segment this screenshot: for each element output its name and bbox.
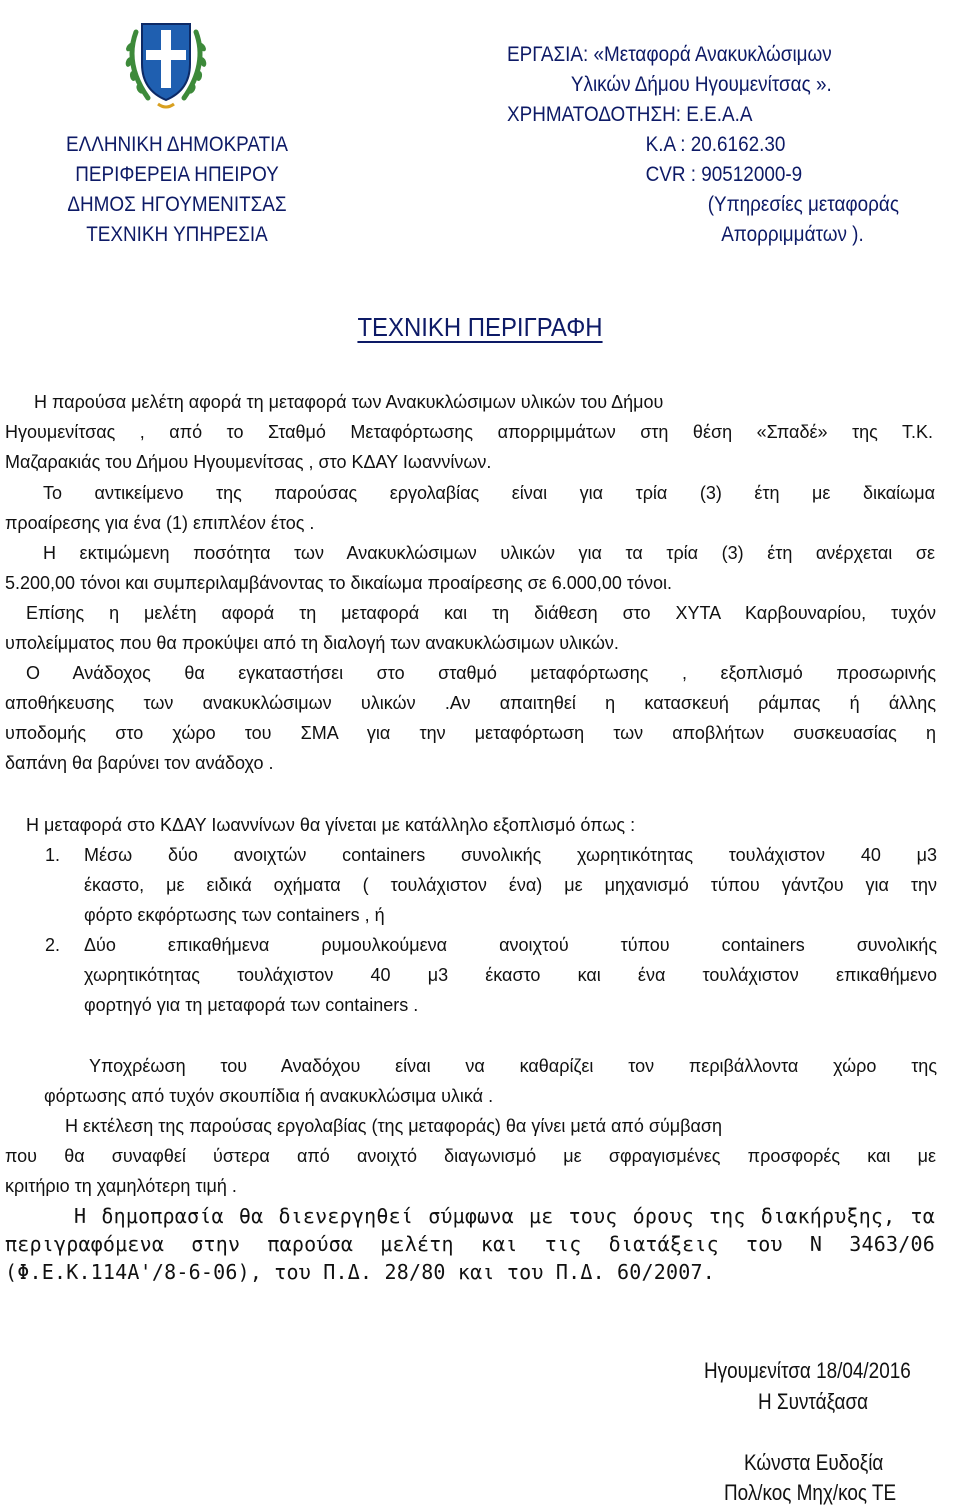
list-item-line: φόρτο εκφόρτωσης των containers , ή bbox=[84, 905, 385, 925]
list-number: 2. bbox=[45, 935, 61, 955]
signatory-name: Κώνστα Ευδοξία bbox=[744, 1450, 884, 1475]
project-line: CVR : 90512000-9 bbox=[645, 163, 803, 186]
project-line: ΧΡΗΜΑΤΟΔΟΤΗΣΗ: Ε.Ε.Α.Α bbox=[507, 103, 753, 126]
paragraph-line: Μαζαρακιάς του Δήμου Ηγουμενίτσας , στο ΚΔΑΥ Ιωαννίνων. bbox=[5, 452, 492, 472]
paragraph-line: κριτήριο τη χαμηλότερη τιμή . bbox=[5, 1176, 237, 1196]
paragraph-line: περιγραφόμενα στην παρούσα μελέτη και τις διατάξεις του Ν 3463/06 bbox=[5, 1232, 935, 1256]
organization-block bbox=[42, 130, 312, 250]
paragraph-line: Η εκτιμώμενη ποσότητα των Ανακυκλώσιμων υλικών για τα τρία (3) έτη ανέρχεται σε bbox=[43, 543, 935, 563]
paragraph-line: υπολείμματος που θα προκύψει από τη διαλογή των ανακυκλώσιμων υλικών. bbox=[5, 633, 619, 653]
project-line: Κ.Α : 20.6162.30 bbox=[645, 133, 786, 156]
project-line: Απορριμμάτων ). bbox=[721, 223, 864, 246]
project-line: Υλικών Δήμου Ηγουμενίτσας ». bbox=[570, 73, 832, 96]
org-line: ΔΗΜΟΣ ΗΓΟΥΜΕΝΙΤΣΑΣ bbox=[67, 193, 287, 216]
list-number: 1. bbox=[45, 845, 61, 865]
page-title: ΤΕΧΝΙΚΗ ΠΕΡΙΓΡΑΦΗ bbox=[357, 312, 603, 342]
list-item-line: έκαστο, με ειδικά οχήματα ( τουλάχιστον ένα) με μηχανισμό τύπου γάντζου για την bbox=[84, 875, 937, 895]
list-item-line: χωρητικότητας τουλάχιστον 40 μ3 έκαστο και ένα τουλάχιστον επικαθήμενο bbox=[84, 965, 937, 985]
list-item-line: Δύο επικαθήμενα ρυμουλκούμενα ανοιχτού τύπου containers συνολικής bbox=[84, 935, 937, 955]
paragraph-line: Η μεταφορά στο ΚΔΑΥ Ιωαννίνων θα γίνεται με κατάλληλο εξοπλισμό όπως : bbox=[26, 815, 636, 835]
paragraph-line: (Φ.Ε.Κ.114Α'/8-6-06), του Π.Δ. 28/80 και του Π.Δ. 60/2007. bbox=[5, 1260, 715, 1284]
paragraph-line: Υποχρέωση του Αναδόχου είναι να καθαρίζει τον περιβάλλοντα χώρο της bbox=[89, 1056, 937, 1076]
paragraph-line: προαίρεσης για ένα (1) επιπλέον έτος . bbox=[5, 513, 315, 533]
paragraph-line: Το αντικείμενο της παρούσας εργολαβίας είναι για τρία (3) έτη με δικαίωμα bbox=[43, 483, 935, 503]
paragraph-line: Η παρούσα μελέτη αφορά τη μεταφορά των Ανακυκλώσιμων υλικών του Δήμου bbox=[34, 392, 664, 412]
paragraph-line: Η εκτέλεση της παρούσας εργολαβίας (της μεταφοράς) θα γίνει μετά από σύμβαση bbox=[65, 1116, 723, 1136]
list-item-line: φορτηγό για τη μεταφορά των containers . bbox=[84, 995, 419, 1015]
place-date: Ηγουμενίτσα 18/04/2016 bbox=[704, 1358, 911, 1383]
project-line: ΕΡΓΑΣΙΑ: «Μεταφορά Ανακυκλώσιμων bbox=[507, 43, 832, 66]
paragraph-line: φόρτωσης από τυχόν σκουπίδια ή ανακυκλώσιμα υλικά . bbox=[44, 1086, 494, 1106]
signatory-title: Πολ/κος Μηχ/κος ΤΕ bbox=[724, 1480, 897, 1505]
paragraph-line: δαπάνη θα βαρύνει τον ανάδοχο . bbox=[5, 753, 274, 773]
paragraph-line: Ο Ανάδοχος θα εγκαταστήσει στο σταθμό μεταφόρτωσης , εξοπλισμό προσωρινής bbox=[26, 663, 936, 683]
list-item-line: Μέσω δύο ανοιχτών containers συνολικής χωρητικότητας τουλάχιστον 40 μ3 bbox=[84, 845, 937, 865]
coat-of-arms-icon bbox=[118, 12, 214, 112]
paragraph-line: Επίσης η μελέτη αφορά τη μεταφορά και τη διάθεση στο ΧΥΤΑ Καρβουναρίου, τυχόν bbox=[26, 603, 936, 623]
project-block bbox=[507, 40, 957, 250]
org-line: ΠΕΡΙΦΕΡΕΙΑ ΗΠΕΙΡΟΥ bbox=[75, 163, 279, 186]
paragraph-line: 5.200,00 τόνοι και συμπεριλαμβάνοντας το δικαίωμα προαίρεσης σε 6.000,00 τόνοι. bbox=[5, 573, 672, 593]
org-line: ΤΕΧΝΙΚΗ ΥΠΗΡΕΣΙΑ bbox=[86, 223, 268, 246]
paragraph-line: αποθήκευσης των ανακυκλώσιμων υλικών .Αν απαιτηθεί η κατασκευή ράμπας ή άλλης bbox=[5, 693, 936, 713]
org-line: ΕΛΛΗΝΙΚΗ ΔΗΜΟΚΡΑΤΙΑ bbox=[65, 133, 288, 156]
project-line: (Υπηρεσίες μεταφοράς bbox=[707, 193, 899, 216]
paragraph-line: υποδομής στο χώρο του ΣΜΑ για την μεταφόρτωση των αποβλήτων συσκευασίας η bbox=[5, 723, 936, 743]
paragraph-line: Η δημοπρασία θα διενεργηθεί σύμφωνα με τους όρους της διακήρυξης, τα bbox=[74, 1204, 935, 1228]
signatory-role: Η Συντάξασα bbox=[758, 1389, 869, 1414]
paragraph-line: που θα συναφθεί ύστερα από ανοιχτό διαγωνισμό με σφραγισμένες προσφορές και με bbox=[5, 1146, 936, 1166]
paragraph-line: Ηγουμενίτσας , από το Σταθμό Μεταφόρτωσης απορριμμάτων στη θέση «Σπαδέ» της Τ.Κ. bbox=[5, 422, 933, 442]
